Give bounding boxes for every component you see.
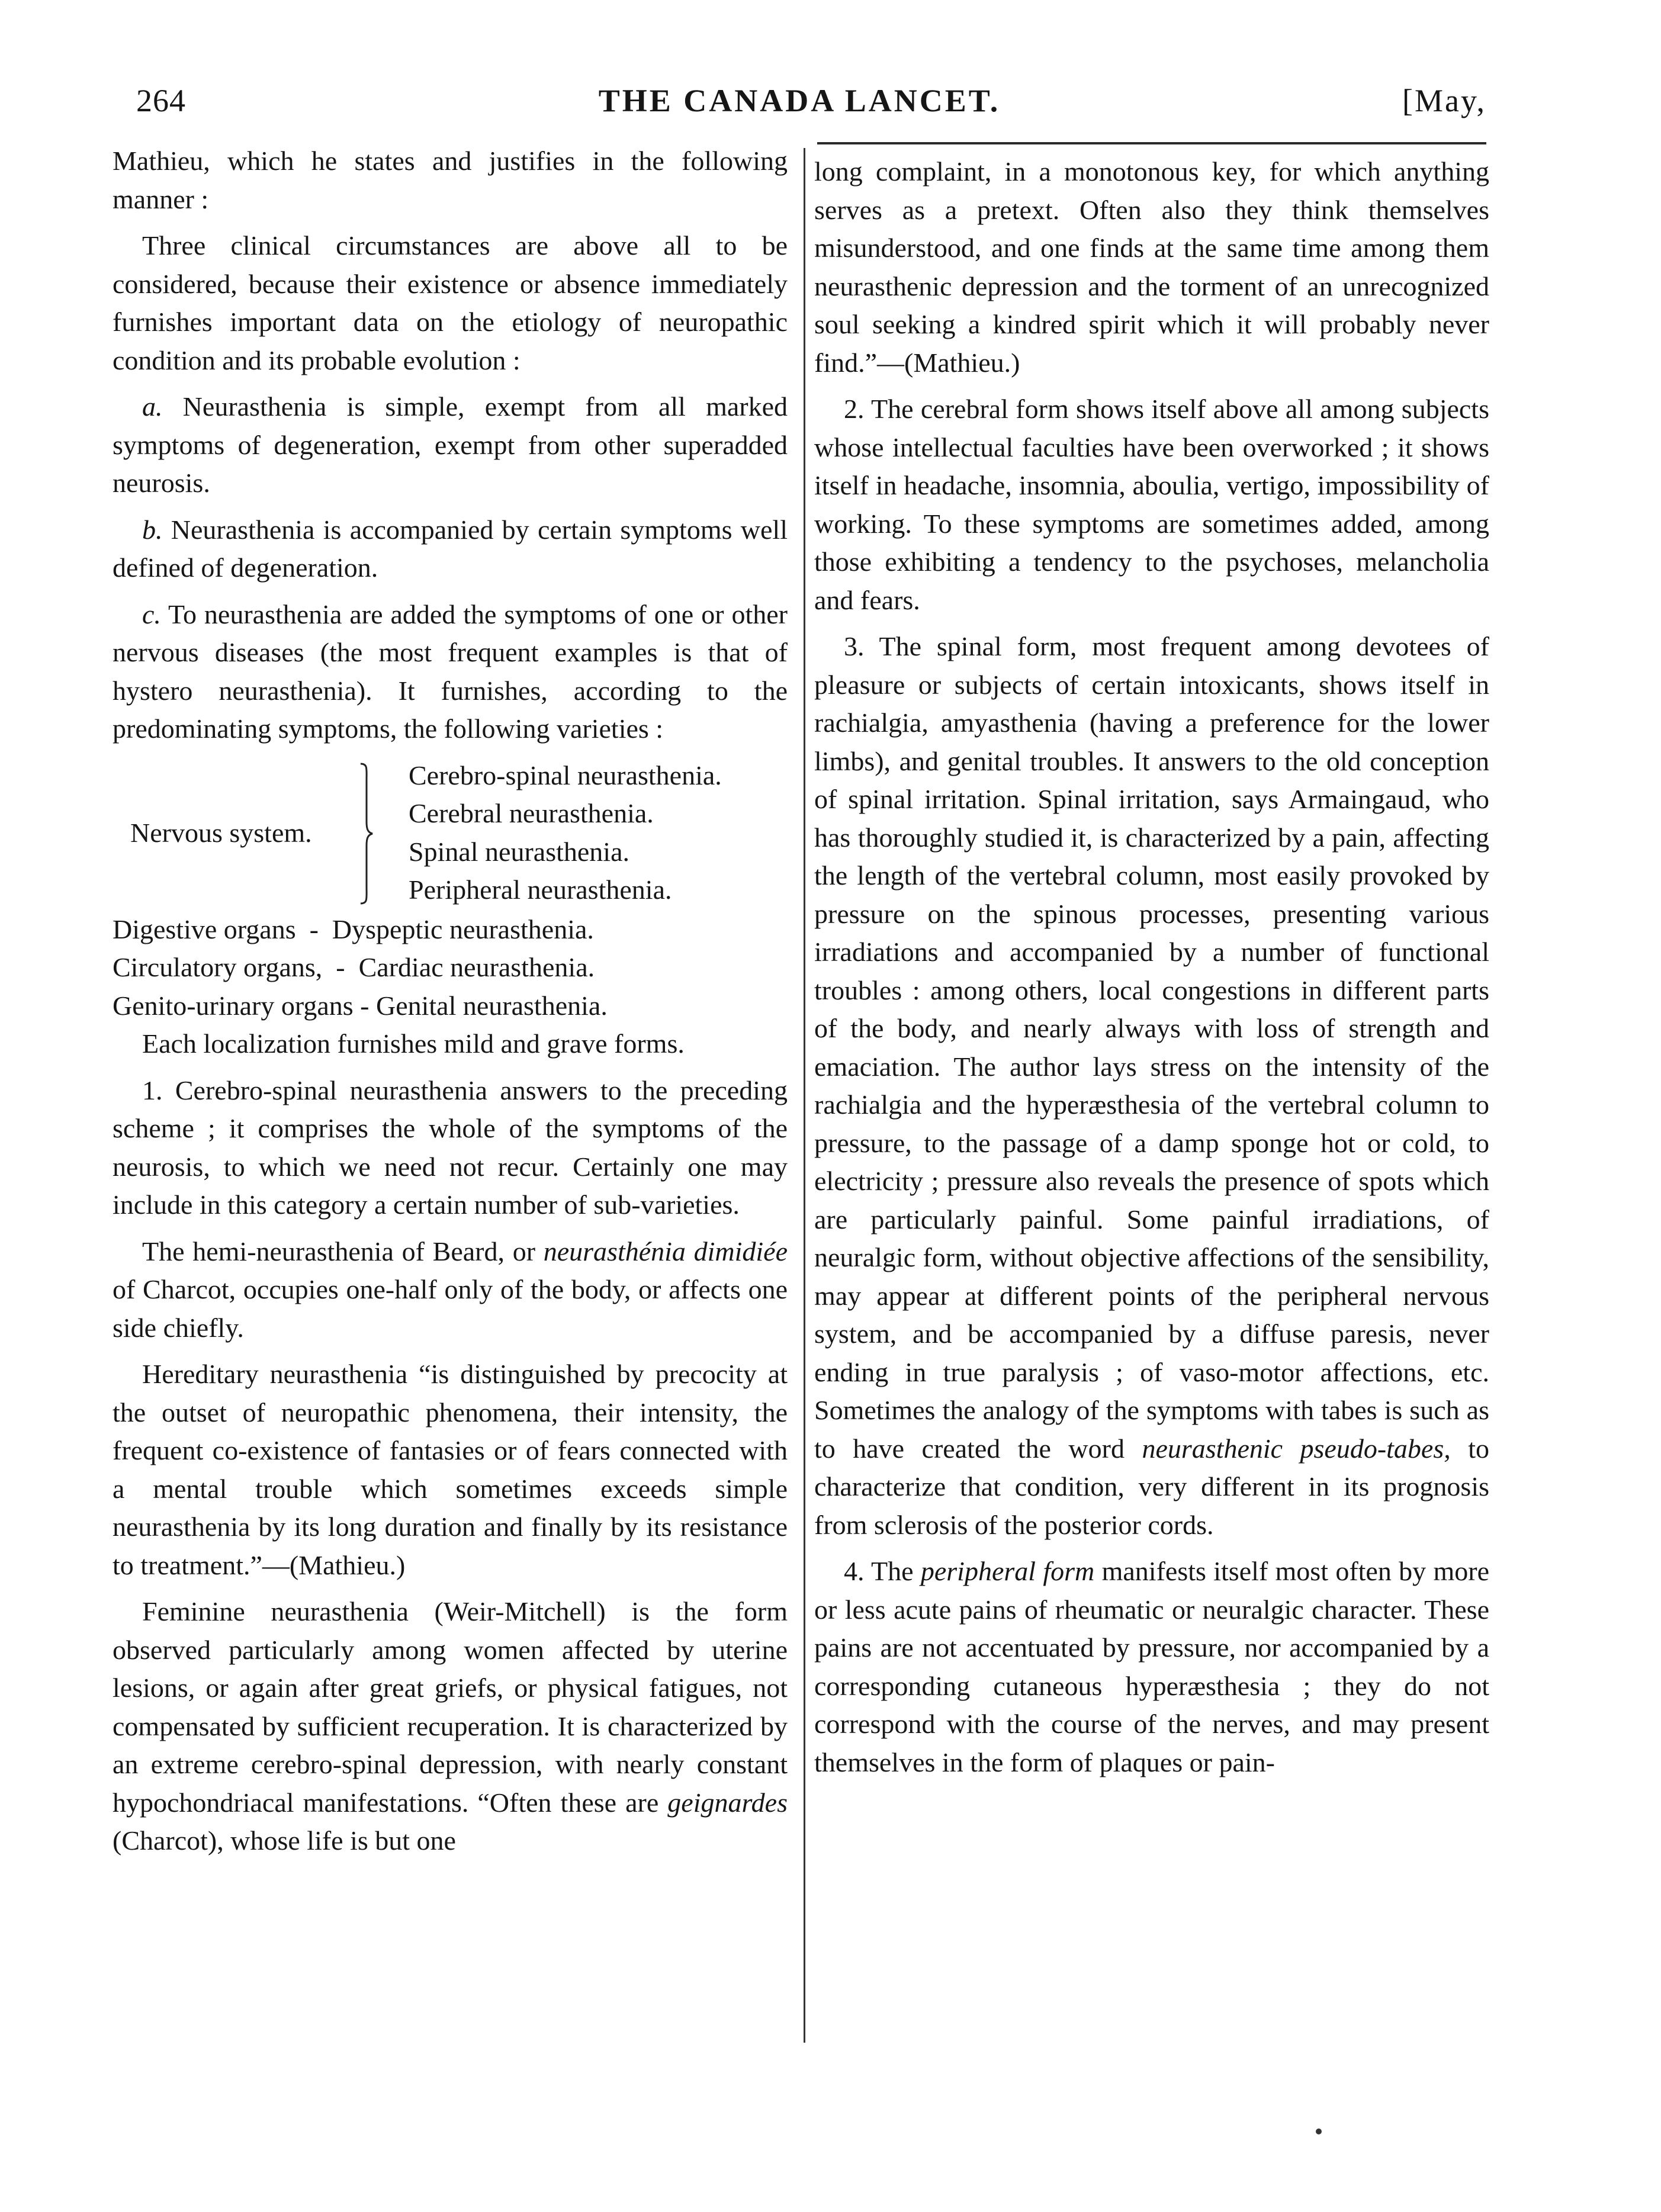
item-b-marker: b. xyxy=(142,514,163,545)
item-a xyxy=(113,388,788,503)
paragraph-hereditary: Hereditary neurasthenia “is distinguished by precocity at the outset of neuropathic phenomena, their intensity, the frequent co-existence of fantasies or of fears connected with a mental trouble which sometimes exceeds simple neurasthenia by its long duration and finally by its resistance to treatment.”—(Mathieu.) xyxy=(113,1359,788,1580)
item-a-text: Neurasthenia is simple, exempt from all marked symptoms of degeneration, exempt from other superadded neurosis. xyxy=(113,391,788,498)
italic-term: geignardes xyxy=(667,1787,788,1818)
paragraph-three-circumstances: Three clinical circumstances are above all to be considered, because their existence or absence immediately furnishes important data on the etiology of neuropathic condition and its probable evolution : xyxy=(113,230,788,375)
paragraph-cerebro-spinal: 1. Cerebro-spinal neurasthenia answers to the preceding scheme ; it comprises the whole of the symptoms of the neurosis, to which we need not recur. Certainly one may include in this category a certain number of sub-varieties. xyxy=(113,1075,788,1220)
paragraph-continuation: long complaint, in a monotonous key, for which anything serves as a pretext. Often also they think themselves misunderstood, and one finds at the same time among them neurasthenic depression and the torment of an unrecognized soul seeking a kindred spirit which it will probably never find.”—(Mathieu.) xyxy=(814,156,1489,378)
column-divider xyxy=(804,148,805,2043)
organ-form: Dyspeptic neurasthenia. xyxy=(332,914,594,944)
nervous-system-items xyxy=(409,757,722,909)
left-column xyxy=(113,142,788,1869)
ink-speck xyxy=(1316,2129,1322,2134)
variety-spinal: Spinal neurasthenia. xyxy=(409,836,630,867)
italic-term: neurasthenic pseudo-tabes, xyxy=(1142,1433,1451,1464)
paragraph-peripheral-form xyxy=(814,1552,1489,1782)
text-run: 4. The xyxy=(844,1556,921,1586)
item-b-text: Neurasthenia is accompanied by certain symptoms well defined of degeneration. xyxy=(113,514,788,583)
paragraph-intro: Mathieu, which he states and justifies in the following manner : xyxy=(113,146,788,214)
brace-icon xyxy=(358,763,374,905)
organ-row-digestive xyxy=(113,911,788,949)
paragraph-spinal-form xyxy=(814,628,1489,1544)
text-run: (Charcot), whose life is but one xyxy=(113,1825,456,1856)
item-c-marker: c. xyxy=(142,599,161,629)
organ-form: Cardiac neurasthenia. xyxy=(358,952,595,982)
item-a-marker: a. xyxy=(142,391,163,422)
running-month: [May, xyxy=(1402,83,1486,118)
text-run: manifests itself most often by more or less acute pains of rheumatic or neuralgic character. These pains are not accentuated by pressure, nor accompanied by a corresponding cutaneous hyperæsthesia ; they do not correspond with the course of the nerves, and may present themselves in the form of plaques or pain- xyxy=(814,1556,1489,1777)
paragraph-localization: Each localization furnishes mild and grave forms. xyxy=(142,1028,685,1059)
text-run: The hemi-neurasthenia of Beard, or xyxy=(142,1236,544,1266)
variety-cerebral: Cerebral neurasthenia. xyxy=(409,798,654,828)
text-run: of Charcot, occupies one-half only of the body, or affects one side chiefly. xyxy=(113,1274,788,1343)
item-b xyxy=(113,511,788,587)
organ-row-genito-urinary xyxy=(113,987,788,1025)
nervous-system-group xyxy=(113,757,788,911)
organ-name: Genito-urinary organs - xyxy=(113,990,376,1021)
right-column xyxy=(814,153,1489,1790)
item-c-text: To neurasthenia are added the symptoms of one or other nervous diseases (the most frequent examples is that of hystero neurasthenia). It furnishes, according to the predominating symptoms, the following varieties : xyxy=(113,599,788,744)
item-c xyxy=(113,596,788,748)
text-run: Feminine neurasthenia (Weir-Mitchell) is the form observed particularly among women affected by uterine lesions, or again after great griefs, or physical fatigues, not compensated by sufficient recuperation. It is characterized by an extreme cerebro-spinal depression, with nearly constant hypochondriacal manifestations. “Often these are xyxy=(113,1596,788,1818)
organ-name: Digestive organs - xyxy=(113,914,332,944)
journal-title: THE CANADA LANCET. xyxy=(598,83,1001,118)
paragraph-cerebral-form: 2. The cerebral form shows itself above all among subjects whose intellectual faculties have been overworked ; it shows itself in headache, insomnia, aboulia, vertigo, impossibility of working. To these symptoms are sometimes added, among those exhibiting a tendency to the psychoses, melancholia and fears. xyxy=(814,394,1489,615)
running-head xyxy=(113,71,1486,130)
header-rule xyxy=(817,142,1486,144)
organ-row-circulatory xyxy=(113,949,788,987)
text-run: 3. The spinal form, most frequent among devotees of pleasure or subjects of certain intoxicants, shows itself in rachialgia, amyasthenia (having a preference for the lower limbs), and genital troubles. It answers to the old conception of spinal irritation. Spinal irritation, says Armaingaud, who has thoroughly studied it, is characterized by a pain, affecting the length of the vertebral column, most easily provoked by pressure on the spinous processes, presenting various irradiations and accompanied by a number of functional troubles : among others, local congestions in different parts of the body, and nearly always with loss of strength and emaciation. The author lays stress on the intensity of the rachialgia and the hyperæsthesia of the vertebral column to pressure, to the passage of a damp sponge hot or cold, to electricity ; pressure also reveals the presence of spots which are particularly painful. Some painful irradiations, of neuralgic form, without objective affections of the sensibility, may appear at different points of the peripheral nervous system, and be accompanied by a diffuse paresis, never ending in true paralysis ; of vaso-motor affections, etc. Sometimes the analogy of the symptoms with tabes is such as to have created the word xyxy=(814,631,1489,1464)
italic-term: peripheral form xyxy=(920,1556,1095,1586)
nervous-system-label: Nervous system. xyxy=(130,817,312,848)
paragraph-hemi-neurasthenia xyxy=(113,1233,788,1348)
page-number: 264 xyxy=(136,83,186,118)
italic-term: neurasthénia dimidiée xyxy=(543,1236,788,1266)
text-run: to characterize that condition, very different in its prognosis from sclerosis of the posterior cords. xyxy=(814,1433,1489,1540)
variety-peripheral: Peripheral neurasthenia. xyxy=(409,874,672,905)
organ-form: Genital neurasthenia. xyxy=(375,990,608,1021)
variety-cerebro-spinal: Cerebro-spinal neurasthenia. xyxy=(409,760,722,790)
organ-name: Circulatory organs, - xyxy=(113,952,359,982)
varieties-table xyxy=(113,757,788,1025)
paragraph-feminine xyxy=(113,1593,788,1860)
